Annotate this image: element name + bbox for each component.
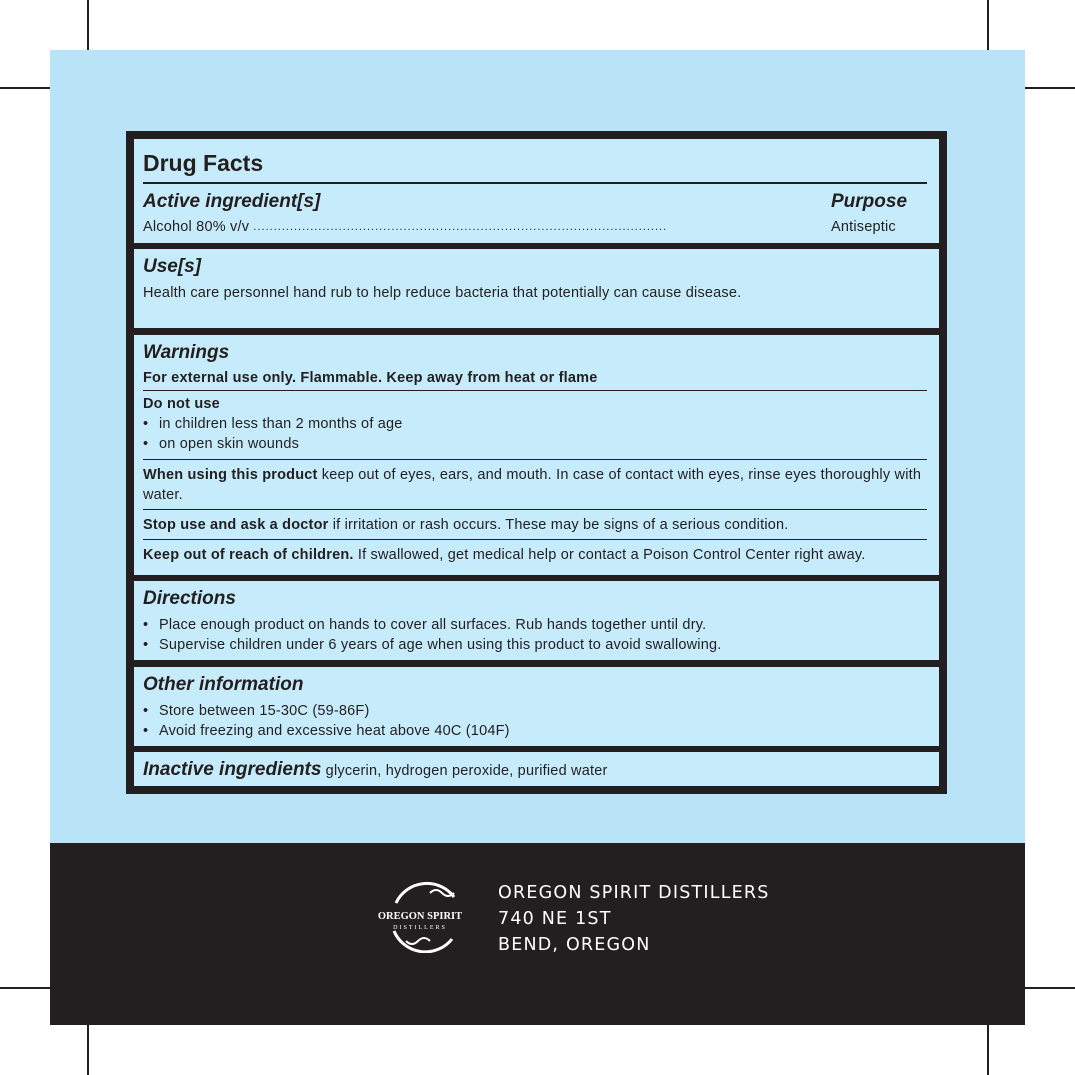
drug-facts-panel — [126, 131, 947, 794]
list-item: • Place enough product on hands to cover all surfaces. Rub hands together until dry. — [143, 617, 707, 633]
oregon-spirit-logo — [366, 881, 474, 953]
other-information-section — [134, 667, 939, 746]
other-information-heading: Other information — [143, 674, 304, 695]
list-item: • Supervise children under 6 years of age when using this product to avoid swallowing. — [143, 637, 722, 653]
directions-section — [134, 581, 939, 660]
stop-use-warning: Stop use and ask a doctor if irritation or rash occurs. These may be signs of a serious condition. — [143, 517, 789, 533]
inactive-ingredients-row — [143, 752, 927, 781]
inactive-ingredients-heading: Inactive ingredients — [143, 759, 322, 780]
ingredient-row — [143, 217, 723, 237]
list-item: • Avoid freezing and excessive heat above 40C (104F) — [143, 723, 510, 739]
leader-dots: ...................................................................................................... — [253, 221, 668, 233]
divider — [143, 509, 927, 510]
company-name: OREGON SPIRIT DISTILLERS — [498, 883, 770, 903]
list-item: • in children less than 2 months of age — [143, 416, 403, 432]
keep-out-warning: Keep out of reach of children. If swallowed, get medical help or contact a Poison Control Center right away. — [143, 547, 866, 563]
inactive-ingredients-text: glycerin, hydrogen peroxide, purified water — [321, 763, 608, 779]
inactive-ingredients-section — [134, 752, 939, 786]
logo-text-bottom: DISTILLERS — [393, 925, 447, 931]
warnings-heading: Warnings — [143, 342, 230, 363]
external-use-warning: For external use only. Flammable. Keep away from heat or flame — [143, 370, 598, 386]
list-item: • Store between 15-30C (59-86F) — [143, 703, 370, 719]
drug-facts-title: Drug Facts — [143, 139, 927, 184]
active-ingredient-section — [134, 139, 939, 243]
do-not-use-heading: Do not use — [143, 396, 220, 412]
active-ingredient-heading: Active ingredient[s] — [143, 191, 321, 212]
uses-text: Health care personnel hand rub to help reduce bacteria that potentially can cause disease. — [143, 285, 742, 301]
uses-heading: Use[s] — [143, 256, 202, 277]
ingredient-name: Alcohol 80% v/v — [143, 219, 250, 235]
warnings-section — [134, 335, 939, 575]
divider — [143, 390, 927, 391]
when-using-warning: When using this product keep out of eyes, ears, and mouth. In case of contact with eyes, rinse eyes thoroughly with water. — [143, 467, 922, 503]
divider — [143, 459, 927, 460]
directions-heading: Directions — [143, 588, 236, 609]
purpose-value: Antiseptic — [831, 219, 896, 235]
city-state: BEND, OREGON — [498, 935, 651, 955]
street-address: 740 NE 1ST — [498, 909, 612, 929]
company-address — [498, 880, 770, 958]
divider — [143, 539, 927, 540]
purpose-heading: Purpose — [831, 191, 908, 212]
list-item: • on open skin wounds — [143, 436, 300, 452]
logo-text-top: OREGON SPIRIT — [377, 911, 463, 922]
uses-section — [134, 249, 939, 328]
